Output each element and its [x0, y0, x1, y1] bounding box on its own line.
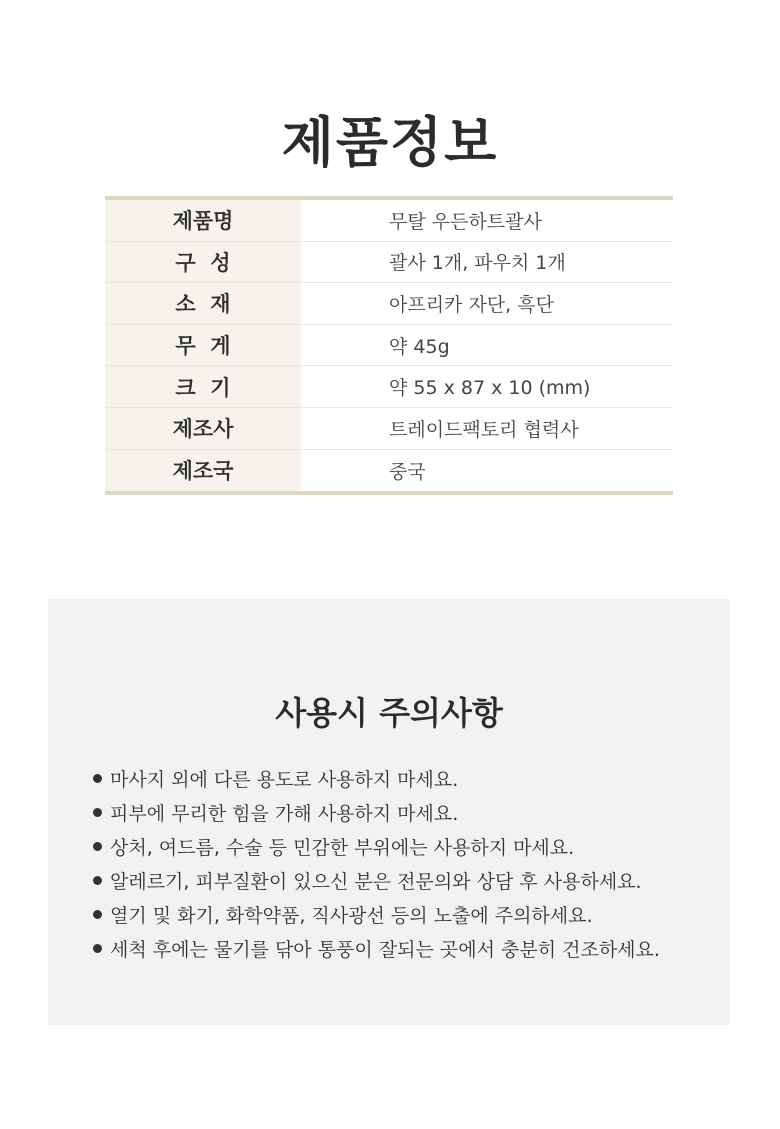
list-item-text: 세척 후에는 물기를 닦아 통풍이 잘되는 곳에서 충분히 건조하세요.: [110, 938, 660, 961]
table-row: [105, 200, 673, 242]
row-value: 괄사 1개, 파우치 1개: [389, 252, 566, 275]
list-item: [93, 795, 660, 829]
list-item-text: 알레르기, 피부질환이 있으신 분은 전문의와 상담 후 사용하세요.: [110, 870, 642, 893]
table-row: [105, 450, 673, 492]
bullet-icon: [93, 876, 102, 885]
row-label: 제품명: [105, 200, 301, 241]
row-value: 약 45g: [389, 335, 450, 358]
list-item: [93, 897, 660, 931]
page-title: 제품정보: [281, 111, 499, 175]
row-value: 무탈 우든하트괄사: [389, 210, 542, 233]
caution-title: 사용시 주의사항: [275, 693, 503, 732]
table-row: [105, 242, 673, 284]
bullet-icon: [93, 774, 102, 783]
list-item: [93, 863, 660, 897]
row-label: 크 기: [105, 366, 301, 407]
list-item-text: 상처, 여드름, 수술 등 민감한 부위에는 사용하지 마세요.: [110, 836, 575, 859]
list-item: [93, 761, 660, 795]
bullet-icon: [93, 910, 102, 919]
caution-section: [48, 599, 730, 1025]
list-item: [93, 829, 660, 863]
list-item-text: 열기 및 화기, 화학약품, 직사광선 등의 노출에 주의하세요.: [110, 904, 593, 927]
row-label: 무 게: [105, 325, 301, 366]
bullet-icon: [93, 842, 102, 851]
product-info-table: [105, 196, 673, 495]
row-value: 아프리카 자단, 흑단: [389, 293, 554, 316]
table-row: [105, 366, 673, 408]
row-value: 약 55 x 87 x 10 (mm): [389, 377, 591, 400]
table-row: [105, 325, 673, 367]
row-label: 소 재: [105, 283, 301, 324]
caution-list: [93, 761, 660, 965]
list-item-text: 피부에 무리한 힘을 가해 사용하지 마세요.: [110, 802, 459, 825]
row-label: 제조사: [105, 408, 301, 449]
bullet-icon: [93, 808, 102, 817]
bullet-icon: [93, 944, 102, 953]
row-value: 중국: [389, 460, 426, 483]
row-label: 구 성: [105, 242, 301, 283]
row-label: 제조국: [105, 450, 301, 492]
list-item-text: 마사지 외에 다른 용도로 사용하지 마세요.: [110, 768, 459, 791]
row-value: 트레이드팩토리 협력사: [389, 418, 579, 441]
table-row: [105, 408, 673, 450]
table-row: [105, 283, 673, 325]
list-item: [93, 931, 660, 965]
